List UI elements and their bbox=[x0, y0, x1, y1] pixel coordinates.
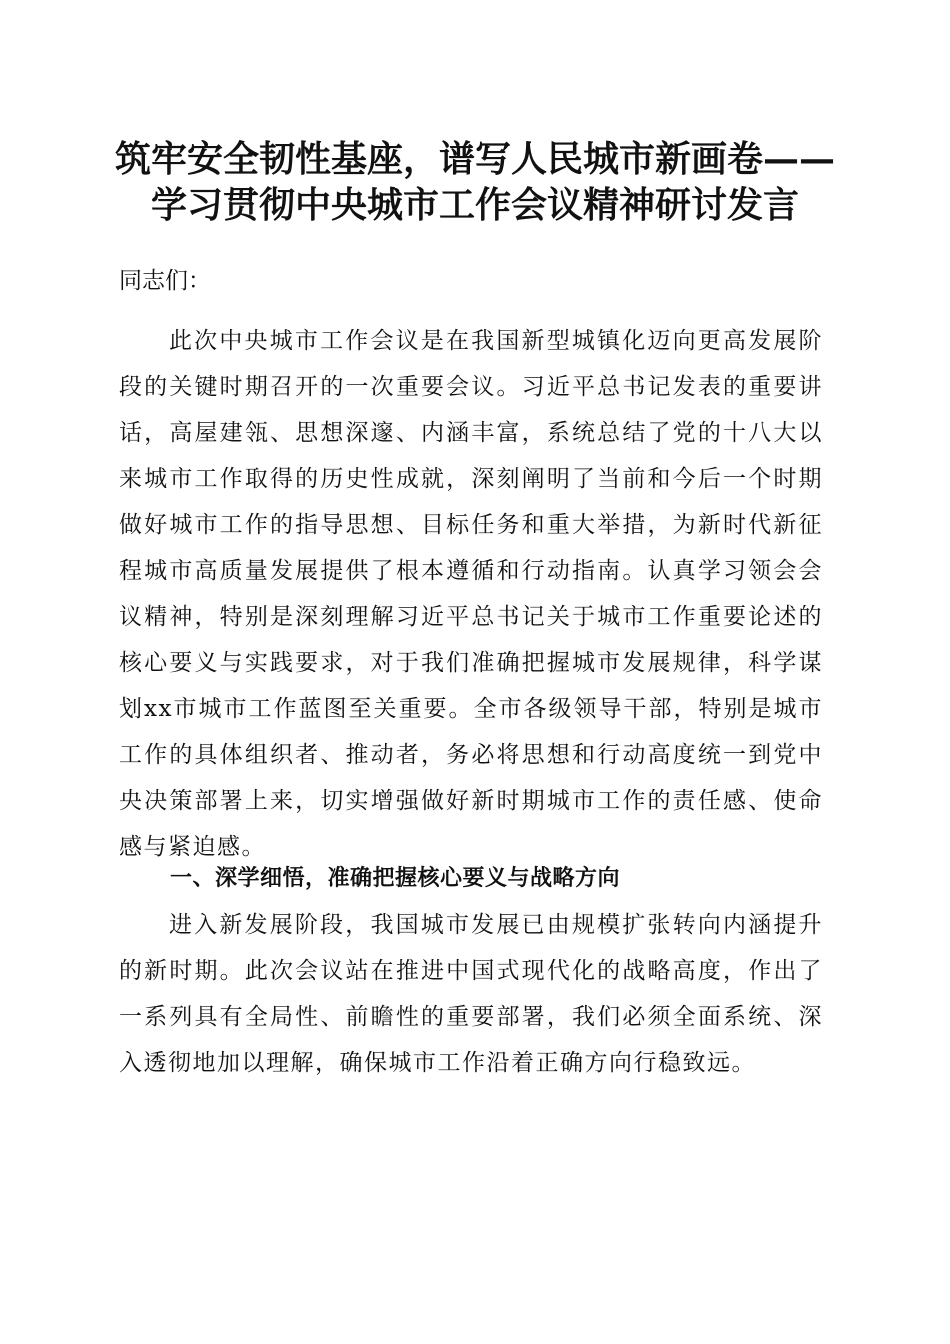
paragraph-section-1: 进入新发展阶段，我国城市发展已由规模扩张转向内涵提升的新时期。此次会议站在推进中国式现代化的战略高度，作出了一系列具有全局性、前瞻性的重要部署，我们必须全面系统、深入透彻地加以理解，确保城市工作沿着正确方向行稳致远。 bbox=[119, 912, 823, 1076]
document-title-line-2: 学习贯彻中央城市工作会议精神研讨发言 bbox=[150, 184, 799, 226]
salutation: 同志们： bbox=[119, 268, 211, 294]
section-heading-1: 一、深学细悟，准确把握核心要义与战略方向 bbox=[170, 866, 621, 891]
paragraph-intro: 此次中央城市工作会议是在我国新型城镇化迈向更高发展阶段的关键时期召开的一次重要会议。习近平总书记发表的重要讲话，高屋建瓴、思想深邃、内涵丰富，系统总结了党的十八大以来城市工作取得的历史性成就，深刻阐明了当前和今后一个时期做好城市工作的指导思想、目标任务和重大举措，为新时代新征程城市高质量发展提供了根本遵循和行动指南。认真学习领会会议精神，特别是深刻理解习近平总书记关于城市工作重要论述的核心要义与实践要求，对于我们准确把握城市发展规律，科学谋划xx市城市工作蓝图至关重要。全市各级领导干部，特别是城市工作的具体组织者、推动者，务必将思想和行动高度统一到党中央决策部署上来，切实增强做好新时期城市工作的责任感、使命感与紧迫感。 bbox=[119, 328, 823, 860]
document-title-line-1: 筑牢安全韧性基座，谱写人民城市新画卷—— bbox=[114, 138, 835, 180]
